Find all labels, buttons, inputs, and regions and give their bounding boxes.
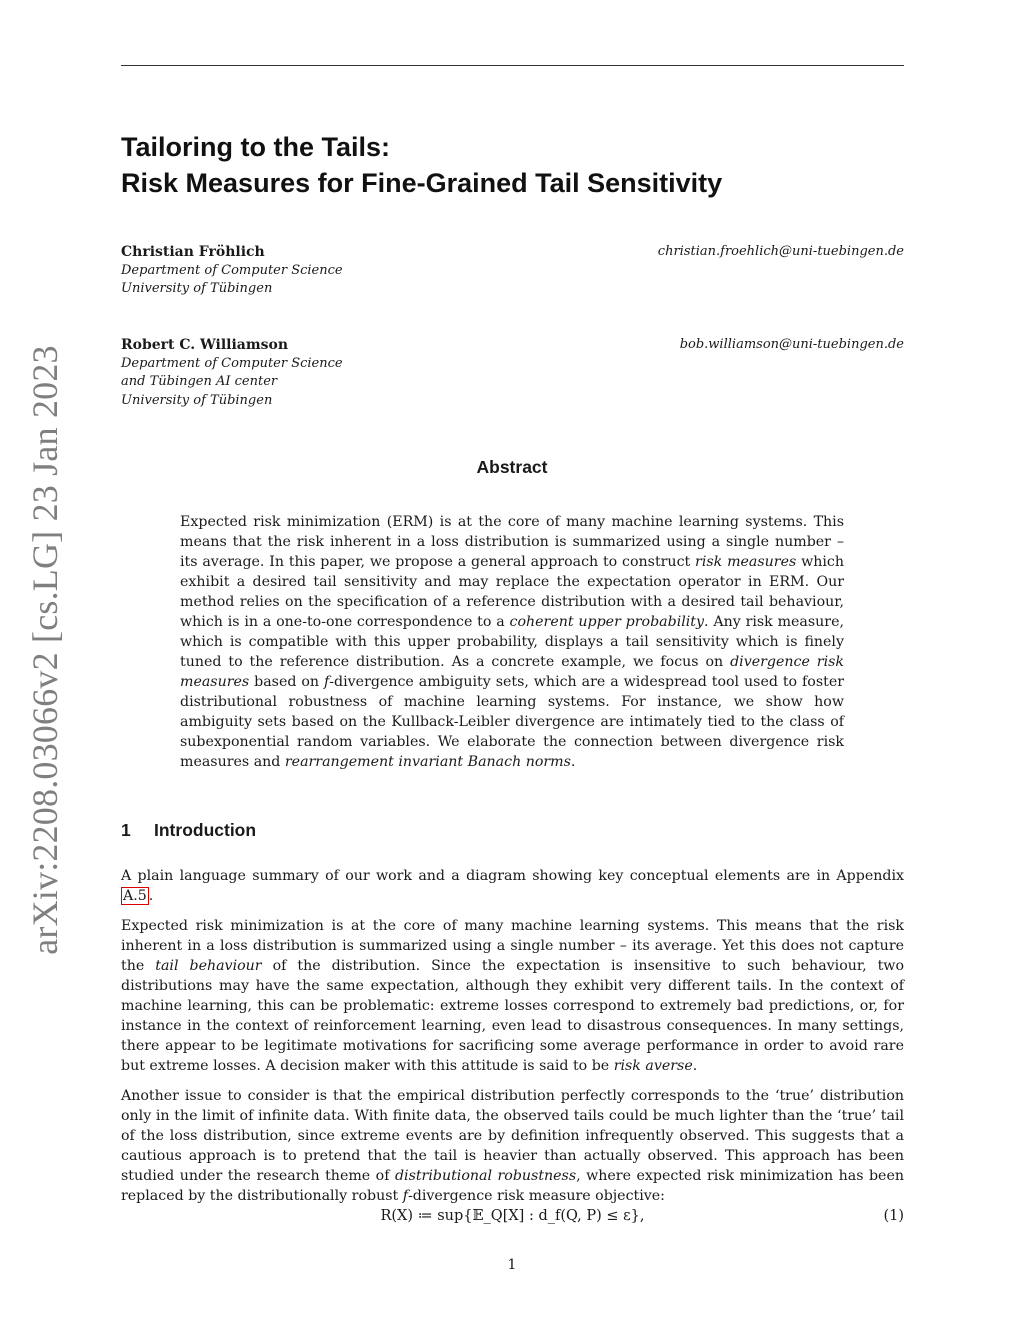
abstract-emphasis: f bbox=[323, 674, 330, 690]
author-email[interactable]: christian.froehlich@uni-tuebingen.de bbox=[657, 244, 904, 259]
abstract-text-run: -divergence ambiguity sets, which are a widespread tool used to foster distributional robustness of machine learning systems. For instance, we show how ambiguity sets based on the Kullback-Leibler divergence are intimately tied to the class of subexponential random variables. We elaborate the connection between divergence risk measures and bbox=[180, 674, 844, 770]
page-number: 1 bbox=[507, 1257, 517, 1273]
equation-number: (1) bbox=[883, 1208, 904, 1224]
paragraph-text-run: of the distribution. Since the expectation is insensitive to such behaviour, two distributions may have the same expectation, although they exhibit very different tails. In the context of machine learning, this can be problematic: extreme losses correspond to extremely bad predictions, or, for instance in the context of reinforcement learning, even lead to disastrous consequences. In many settings, there appear to be legitimate motivations for sacrificing some average performance in order to avoid rare but extreme losses. A decision maker with this attitude is said to be bbox=[121, 958, 904, 1074]
abstract-text-run: which exhibit a desired tail sensitivity and may replace the expectation operator in ERM. Our method relies on the specification of a reference distribution with a desired tail behaviour, which is in a one-to-one correspondence to a bbox=[180, 554, 844, 630]
paragraph-emphasis: f bbox=[402, 1188, 408, 1204]
section-heading bbox=[121, 820, 256, 841]
paragraph-text-run: -divergence risk measure objective: bbox=[407, 1188, 665, 1204]
abstract-text-run: Expected risk minimization (ERM) is at the core of many machine learning systems. This means that the risk inherent in a loss distribution is summarized using a single number – its average. In this paper, we propose a general approach to construct bbox=[180, 514, 844, 570]
author-affiliation-line: Department of Computer Science bbox=[121, 262, 343, 278]
abstract-emphasis: divergence risk measures bbox=[180, 654, 844, 690]
paragraph-emphasis: tail behaviour bbox=[155, 958, 262, 974]
abstract-text-run: based on bbox=[249, 674, 324, 690]
abstract-text bbox=[180, 512, 844, 772]
author-affiliation-line: University of Tübingen bbox=[121, 281, 273, 296]
paragraph-emphasis: risk averse bbox=[613, 1058, 693, 1074]
author-block-2 bbox=[121, 336, 904, 410]
top-rule bbox=[121, 65, 904, 66]
author-name: Christian Fröhlich bbox=[121, 244, 265, 260]
title-line-2: Risk Measures for Fine-Grained Tail Sensitivity bbox=[121, 168, 723, 198]
author-affiliation-line: Department of Computer Science bbox=[121, 355, 343, 371]
author-block-1 bbox=[121, 243, 904, 299]
abstract-emphasis: rearrangement invariant Banach norms bbox=[284, 754, 571, 770]
paragraph-text-run: A plain language summary of our work and a diagram showing key conceptual elements are in Appendix bbox=[121, 868, 904, 884]
author-email[interactable]: bob.williamson@uni-tuebingen.de bbox=[679, 337, 904, 352]
appendix-reference-link[interactable]: A.5 bbox=[123, 888, 147, 904]
equation-expression: R(X) ≔ sup{𝔼_Q[X] : d_f(Q, P) ≤ ε}, bbox=[380, 1208, 645, 1224]
author-affiliation-line: and Tübingen AI center bbox=[121, 374, 278, 389]
equation-1 bbox=[121, 1206, 904, 1226]
intro-paragraph-1 bbox=[121, 866, 904, 906]
paragraph-emphasis: distributional robustness bbox=[394, 1168, 577, 1184]
paragraph-text-run: Expected risk minimization is at the core of many machine learning systems. This means that the risk inherent in a loss distribution is summarized using a single number – its average. Yet this does not capture the bbox=[121, 918, 904, 974]
intro-paragraph-3 bbox=[121, 1086, 904, 1206]
abstract-text-run: . Any risk measure, which is compatible with this upper probability, displays a tail sensitivity which is finely tuned to the reference distribution. As a concrete example, we focus on bbox=[180, 614, 844, 670]
arxiv-identifier: arXiv:2208.03066v2 [cs.LG] 23 Jan 2023 bbox=[25, 345, 65, 955]
abstract-emphasis: risk measures bbox=[695, 554, 797, 570]
paragraph-text-run: . bbox=[692, 1058, 698, 1074]
intro-body bbox=[121, 866, 904, 1216]
paper-title bbox=[121, 129, 904, 201]
paragraph-text-run: , where expected risk minimization has been replaced by the distributionally robust bbox=[121, 1168, 904, 1204]
author-affiliation-line: University of Tübingen bbox=[121, 392, 273, 408]
section-title: Introduction bbox=[154, 820, 257, 840]
section-number: 1 bbox=[121, 820, 131, 840]
abstract-heading: Abstract bbox=[476, 457, 548, 477]
abstract-text-run: . bbox=[570, 754, 576, 770]
abstract-emphasis: coherent upper probability bbox=[509, 614, 705, 630]
author-name: Robert C. Williamson bbox=[121, 337, 289, 353]
paragraph-text-run: . bbox=[148, 888, 154, 904]
title-line-1: Tailoring to the Tails: bbox=[121, 132, 390, 162]
paragraph-text-run: Another issue to consider is that the empirical distribution perfectly corresponds to the ‘true’ distribution only in the limit of infinite data. With finite data, the observed tails could be much lighter than the ‘true’ tail of the loss distribution, since extreme events are by definition infrequently observed. This suggests that a cautious approach is to pretend that the tail is heavier than actually observed. This approach has been studied under the research theme of bbox=[121, 1088, 904, 1184]
intro-paragraph-2 bbox=[121, 916, 904, 1076]
